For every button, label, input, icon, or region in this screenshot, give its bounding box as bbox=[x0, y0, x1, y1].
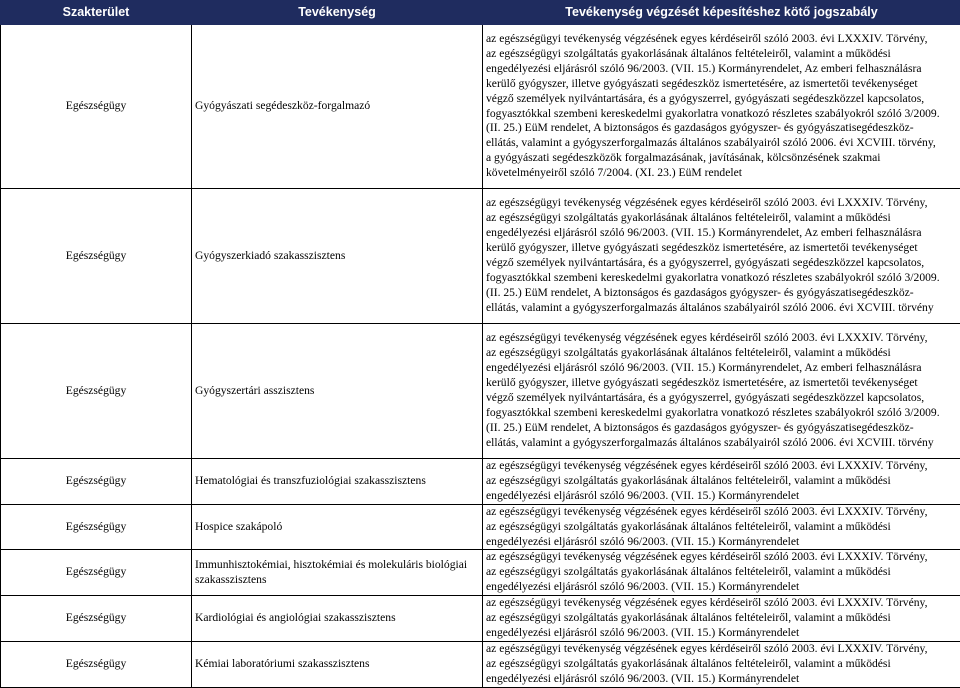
legal-text-line: az egészségügyi tevékenység végzésének egyes kérdéseiről szóló 2003. évi LXXXIV. Törvény, bbox=[486, 505, 957, 520]
legal-text-line: engedélyezési eljárásról szóló 96/2003. (VII. 15.) Kormányrendelet, Az emberi felhasználásra bbox=[486, 361, 957, 376]
table-row bbox=[1, 189, 960, 324]
legal-text-line: engedélyezési eljárásról szóló 96/2003. (VII. 15.) Kormányrendelet bbox=[486, 672, 957, 687]
table-row bbox=[1, 504, 960, 550]
cell-tevekenyseg: Kémiai laboratóriumi szakasszisztens bbox=[192, 641, 483, 687]
cell-tevekenyseg: Hematológiai és transzfuziológiai szakasszisztens bbox=[192, 459, 483, 505]
legal-text-line: (II. 25.) EüM rendelet, A biztonságos és gazdaságos gyógyszer- és gyógyászatisegédeszköz- bbox=[486, 121, 957, 136]
cell-jogszabaly bbox=[483, 641, 960, 687]
header-szakterulet: Szakterület bbox=[1, 1, 192, 25]
legal-text-line: fogyasztókkal szembeni kereskedelmi gyakorlatra vonatkozó részletes szabályokról szóló 3/2009. bbox=[486, 107, 957, 122]
legal-text-line: az egészségügyi szolgáltatás gyakorlásának általános feltételeiről, valamint a működési bbox=[486, 474, 957, 489]
cell-szakterulet: Egészségügy bbox=[1, 459, 192, 505]
legal-text-line: az egészségügyi tevékenység végzésének egyes kérdéseiről szóló 2003. évi LXXXIV. Törvény, bbox=[486, 459, 957, 474]
cell-szakterulet: Egészségügy bbox=[1, 25, 192, 189]
cell-tevekenyseg: Gyógyszerkiadó szakasszisztens bbox=[192, 189, 483, 324]
legal-text-line: követelményeiről szóló 7/2004. (XI. 23.) EüM rendelet bbox=[486, 166, 957, 181]
legal-text-line: az egészségügyi tevékenység végzésének egyes kérdéseiről szóló 2003. évi LXXXIV. Törvény, bbox=[486, 596, 957, 611]
cell-szakterulet: Egészségügy bbox=[1, 324, 192, 459]
cell-jogszabaly bbox=[483, 550, 960, 596]
legal-text-line: végző személyek nyilvántartására, és a gyógyszerrel, gyógyászati segédeszközzel kapcsolatos, bbox=[486, 92, 957, 107]
legal-text-line: engedélyezési eljárásról szóló 96/2003. (VII. 15.) Kormányrendelet bbox=[486, 489, 957, 504]
legal-text-line: a gyógyászati segédeszközök forgalmazásának, javításának, kölcsönzésének szakmai bbox=[486, 151, 957, 166]
legal-text-line: (II. 25.) EüM rendelet, A biztonságos és gazdaságos gyógyszer- és gyógyászatisegédeszköz- bbox=[486, 286, 957, 301]
legal-text-line: engedélyezési eljárásról szóló 96/2003. (VII. 15.) Kormányrendelet bbox=[486, 626, 957, 641]
legal-text-line: engedélyezési eljárásról szóló 96/2003. (VII. 15.) Kormányrendelet, Az emberi felhasználásra bbox=[486, 226, 957, 241]
legal-text-line: az egészségügyi szolgáltatás gyakorlásának általános feltételeiről, valamint a működési bbox=[486, 211, 957, 226]
legal-text-line: az egészségügyi szolgáltatás gyakorlásának általános feltételeiről, valamint a működési bbox=[486, 611, 957, 626]
legal-text-line: ellátás, valamint a gyógyszerforgalmazás általános szabályairól szóló 2006. évi XCVIII. törvény, bbox=[486, 136, 957, 151]
table-row bbox=[1, 25, 960, 189]
legal-text-line: engedélyezési eljárásról szóló 96/2003. (VII. 15.) Kormányrendelet bbox=[486, 535, 957, 550]
legal-text-line: ellátás, valamint a gyógyszerforgalmazás általános szabályairól szóló 2006. évi XCVIII. törvény bbox=[486, 301, 957, 316]
legal-text-line: végző személyek nyilvántartására, és a gyógyszerrel, gyógyászati segédeszközzel kapcsolatos, bbox=[486, 391, 957, 406]
cell-jogszabaly bbox=[483, 459, 960, 505]
table-row bbox=[1, 459, 960, 505]
legal-text-line: kerülő gyógyszer, illetve gyógyászati segédeszköz ismertetésére, az ismertetői tevékenységet bbox=[486, 77, 957, 92]
cell-szakterulet: Egészségügy bbox=[1, 504, 192, 550]
legal-text-line: engedélyezési eljárásról szóló 96/2003. (VII. 15.) Kormányrendelet bbox=[486, 580, 957, 595]
legal-text-line: kerülő gyógyszer, illetve gyógyászati segédeszköz ismertetésére, az ismertetői tevékenységet bbox=[486, 241, 957, 256]
table-row bbox=[1, 324, 960, 459]
legal-text-line: az egészségügyi szolgáltatás gyakorlásának általános feltételeiről, valamint a működési bbox=[486, 520, 957, 535]
cell-tevekenyseg: Hospice szakápoló bbox=[192, 504, 483, 550]
table-row bbox=[1, 596, 960, 642]
cell-tevekenyseg: Gyógyszertári asszisztens bbox=[192, 324, 483, 459]
legal-text-line: az egészségügyi tevékenység végzésének egyes kérdéseiről szóló 2003. évi LXXXIV. Törvény, bbox=[486, 32, 957, 47]
legal-text-line: az egészségügyi szolgáltatás gyakorlásának általános feltételeiről, valamint a működési bbox=[486, 47, 957, 62]
cell-jogszabaly bbox=[483, 504, 960, 550]
cell-szakterulet: Egészségügy bbox=[1, 189, 192, 324]
legal-text-line: az egészségügyi szolgáltatás gyakorlásának általános feltételeiről, valamint a működési bbox=[486, 565, 957, 580]
legal-text-line: fogyasztókkal szembeni kereskedelmi gyakorlatra vonatkozó részletes szabályokról szóló 3/2009. bbox=[486, 271, 957, 286]
cell-tevekenyseg: Gyógyászati segédeszköz-forgalmazó bbox=[192, 25, 483, 189]
legal-text-line: fogyasztókkal szembeni kereskedelmi gyakorlatra vonatkozó részletes szabályokról szóló 3/2009. bbox=[486, 406, 957, 421]
legal-text-line: (II. 25.) EüM rendelet, A biztonságos és gazdaságos gyógyszer- és gyógyászatisegédeszköz- bbox=[486, 421, 957, 436]
cell-jogszabaly bbox=[483, 189, 960, 324]
legal-text-line: az egészségügyi tevékenység végzésének egyes kérdéseiről szóló 2003. évi LXXXIV. Törvény, bbox=[486, 196, 957, 211]
legal-text-line: kerülő gyógyszer, illetve gyógyászati segédeszköz ismertetésére, az ismertetői tevékenységet bbox=[486, 376, 957, 391]
cell-szakterulet: Egészségügy bbox=[1, 550, 192, 596]
cell-szakterulet: Egészségügy bbox=[1, 641, 192, 687]
legal-text-line: engedélyezési eljárásról szóló 96/2003. (VII. 15.) Kormányrendelet, Az emberi felhasználásra bbox=[486, 62, 957, 77]
legal-text-line: végző személyek nyilvántartására, és a gyógyszerrel, gyógyászati segédeszközzel kapcsolatos, bbox=[486, 256, 957, 271]
header-tevekenyseg: Tevékenység bbox=[192, 1, 483, 25]
cell-jogszabaly bbox=[483, 596, 960, 642]
legal-text-line: az egészségügyi szolgáltatás gyakorlásának általános feltételeiről, valamint a működési bbox=[486, 346, 957, 361]
legal-text-line: az egészségügyi szolgáltatás gyakorlásának általános feltételeiről, valamint a működési bbox=[486, 657, 957, 672]
table-row bbox=[1, 550, 960, 596]
table-row bbox=[1, 641, 960, 687]
cell-tevekenyseg: Immunhisztokémiai, hisztokémiai és molekuláris biológiai szakasszisztens bbox=[192, 550, 483, 596]
cell-jogszabaly bbox=[483, 324, 960, 459]
cell-szakterulet: Egészségügy bbox=[1, 596, 192, 642]
legal-text-line: ellátás, valamint a gyógyszerforgalmazás általános szabályairól szóló 2006. évi XCVIII. törvény bbox=[486, 436, 957, 451]
header-jogszabaly: Tevékenység végzését képesítéshez kötő jogszabály bbox=[483, 1, 960, 25]
cell-tevekenyseg: Kardiológiai és angiológiai szakasszisztens bbox=[192, 596, 483, 642]
header-row bbox=[1, 1, 960, 25]
legal-text-line: az egészségügyi tevékenység végzésének egyes kérdéseiről szóló 2003. évi LXXXIV. Törvény, bbox=[486, 642, 957, 657]
legal-text-line: az egészségügyi tevékenység végzésének egyes kérdéseiről szóló 2003. évi LXXXIV. Törvény, bbox=[486, 550, 957, 565]
legal-text-line: az egészségügyi tevékenység végzésének egyes kérdéseiről szóló 2003. évi LXXXIV. Törvény, bbox=[486, 331, 957, 346]
cell-jogszabaly bbox=[483, 25, 960, 189]
